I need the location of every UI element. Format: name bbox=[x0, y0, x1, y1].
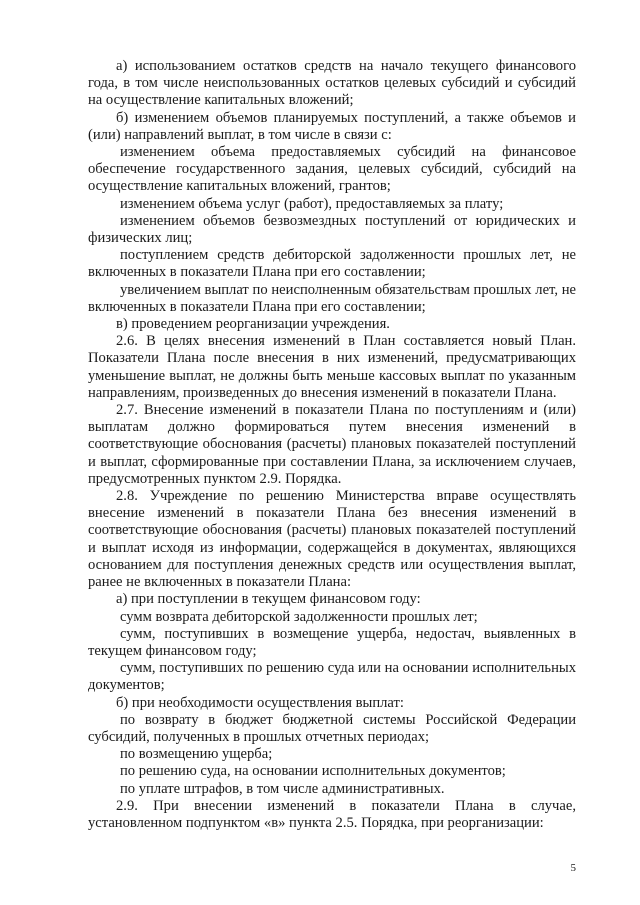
paragraph-a-remaining-funds: а) использованием остатков средств на начало текущего финансового года, в том числе неиспользованных остатков целевых субсидий и субсидий на осуществление капитальных вложений; bbox=[88, 58, 576, 109]
paragraph-2-7: 2.7. Внесение изменений в показатели Плана по поступлениям и (или) выплатам должно формироваться путем внесения изменений в соответствующие обоснования (расчеты) плановых показателей поступлений и выплат, сформированные при составлении Плана, за исключением случаев, предусмотренных пунктом 2.9. Порядка. bbox=[88, 402, 576, 487]
paragraph-2-6: 2.6. В целях внесения изменений в План составляется новый План. Показатели Плана после внесения в них изменений, предусматривающих уменьшение выплат, не должны быть меньше кассовых выплат по указанным направлениям, произведенных до внесения изменений в показатели Плана. bbox=[88, 333, 576, 401]
paragraph-b-planned-changes: б) изменением объемов планируемых поступлений, а также объемов и (или) направлений выплат, в том числе в связи с: bbox=[88, 109, 576, 143]
paragraph-unfulfilled-obligations: увеличением выплат по неисполненным обязательствам прошлых лет, не включенных в показатели Плана при его составлении; bbox=[88, 281, 576, 315]
paragraph-paid-services: изменением объема услуг (работ), предоставляемых за плату; bbox=[120, 195, 504, 212]
paragraph-damage-payment: по возмещению ущерба; bbox=[120, 746, 273, 763]
paragraph-court-decision-receipts: сумм, поступивших по решению суда или на основании исполнительных документов; bbox=[88, 660, 576, 694]
paragraph-receivables: поступлением средств дебиторской задолженности прошлых лет, не включенных в показатели Плана при его составлении; bbox=[88, 247, 576, 281]
paragraph-receivables-return: сумм возврата дебиторской задолженности прошлых лет; bbox=[120, 608, 478, 625]
paragraph-fines: по уплате штрафов, в том числе административных. bbox=[120, 780, 445, 797]
paragraph-2-8-a: а) при поступлении в текущем финансовом году: bbox=[116, 591, 421, 608]
paragraph-damage-compensation: сумм, поступивших в возмещение ущерба, недостач, выявленных в текущем финансовом году; bbox=[88, 625, 576, 659]
page-number: 5 bbox=[570, 862, 576, 874]
paragraph-budget-return: по возврату в бюджет бюджетной системы Российской Федерации субсидий, полученных в прошлых отчетных периодах; bbox=[88, 711, 576, 745]
paragraph-free-receipts: изменением объемов безвозмездных поступлений от юридических и физических лиц; bbox=[88, 212, 576, 247]
paragraph-2-8-b: б) при необходимости осуществления выплат: bbox=[116, 694, 404, 711]
paragraph-c-reorganization: в) проведением реорганизации учреждения. bbox=[116, 316, 390, 333]
paragraph-court-decision-payment: по решению суда, на основании исполнительных документов; bbox=[120, 763, 506, 780]
paragraph-2-9: 2.9. При внесении изменений в показатели Плана в случае, установленном подпунктом «в» пункта 2.5. Порядка, при реорганизации: bbox=[88, 797, 576, 831]
paragraph-subsidy-change: изменением объема предоставляемых субсидий на финансовое обеспечение государственного задания, целевых субсидий, субсидий на осуществление капитальных вложений, грантов; bbox=[88, 144, 576, 195]
paragraph-2-8: 2.8. Учреждение по решению Министерства вправе осуществлять внесение изменений в показатели Плана без внесения изменений в соответствующие обоснования (расчеты) плановых показателей поступлений и выплат исходя из информации, содержащейся в документах, являющихся основанием для поступления денежных средств или осуществления выплат, ранее не включенных в показатели Плана: bbox=[88, 488, 576, 591]
